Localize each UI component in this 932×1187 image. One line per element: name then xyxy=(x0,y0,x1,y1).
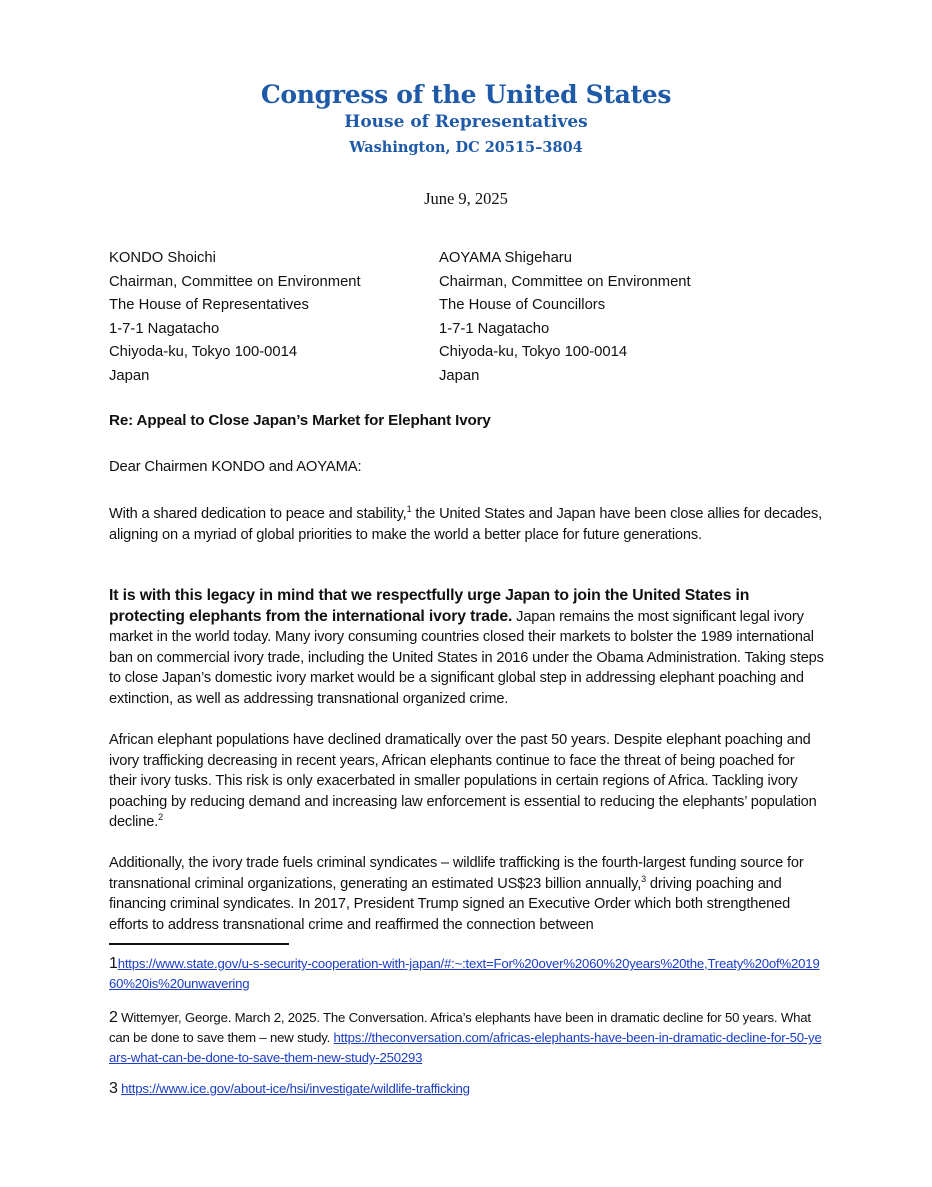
p3-text: African elephant populations have declined dramatically over the past 50 years. Despite elephant poaching and ivory trafficking decreasing in recent years, African elephants continue to face the threat of being poached for their ivory tusks. This risk is only exacerbated in smaller populations in certain regions of Africa. Tackling ivory poaching by reducing demand and increasing law enforcement is essential to reducing the elephants’ population decline. xyxy=(109,732,817,831)
paragraph-4 xyxy=(109,853,825,935)
p2-text: Japan remains the most significant legal ivory market in the world today. Many ivory consuming countries closed their markets to bolster the 1989 international ban on commercial ivory trade, including the United States in 2016 under the Obama Administration. Taking steps to close Japan’s domestic ivory market would be a significant global step in addressing elephant poaching and extinction, as well as addressing transnational organized crime. xyxy=(109,608,824,707)
paragraph-2 xyxy=(109,586,825,710)
letterhead-address: Washington, DC 20515–3804 xyxy=(349,139,583,156)
recipient-title: Chairman, Committee on Environment xyxy=(109,273,361,290)
p2-lead: It is with this legacy in mind that we respectfully urge Japan to join the United States in protecting elephants from the international ivory trade. xyxy=(109,587,750,625)
letterhead-title: Congress of the United States xyxy=(260,80,672,109)
recipient-address-1 xyxy=(109,247,361,389)
recipient-address-2 xyxy=(439,247,691,389)
letterhead-chamber: House of Representatives xyxy=(344,112,588,132)
salutation: Dear Chairmen KONDO and AOYAMA: xyxy=(109,459,362,475)
recipient-country: Japan xyxy=(439,367,480,384)
paragraph-3 xyxy=(109,730,825,833)
recipient-street: 1-7-1 Nagatacho xyxy=(439,320,550,337)
footnote-number: 3 xyxy=(109,1080,118,1097)
paragraph-1 xyxy=(109,504,825,545)
p4-text-cont: driving poaching and financing criminal syndicates. In 2017, President Trump signed an Executive Order which both strengthened efforts to address transnational crime and reaffirmed the connection between xyxy=(109,875,791,933)
p1-text-cont: the United States and Japan have been close allies for decades, aligning on a myriad of global priorities to make the world a better place for future generations. xyxy=(109,506,823,543)
footnote-text: Wittemyer, George. March 2, 2025. The Conversation. Africa’s elephants have been in dramatic decline for 50 years. What can be done to save them – new study. xyxy=(109,1010,811,1045)
p4-text: Additionally, the ivory trade fuels criminal syndicates – wildlife trafficking is the fourth-largest funding source for transnational criminal organizations, generating an estimated US$23 billion annually, xyxy=(109,855,804,892)
recipient-title: Chairman, Committee on Environment xyxy=(439,273,691,290)
recipient-house: The House of Councillors xyxy=(439,297,606,314)
letter-date: June 9, 2025 xyxy=(424,189,508,208)
recipient-house: The House of Representatives xyxy=(109,297,309,314)
recipient-city: Chiyoda-ku, Tokyo 100-0014 xyxy=(439,344,628,361)
footnote-number: 2 xyxy=(109,1009,118,1026)
footnote-divider xyxy=(109,943,289,945)
footnote-link[interactable]: https://www.ice.gov/about-ice/hsi/investigate/wildlife-trafficking xyxy=(121,1081,470,1096)
subject-line: Re: Appeal to Close Japan’s Market for Elephant Ivory xyxy=(109,412,491,429)
footnote-ref-1[interactable]: 1 xyxy=(406,504,412,514)
footnote-3 xyxy=(109,1079,825,1099)
recipient-name: KONDO Shoichi xyxy=(109,250,216,266)
recipient-country: Japan xyxy=(109,367,150,384)
p1-text: With a shared dedication to peace and stability, xyxy=(109,506,407,522)
footnote-link[interactable]: https://theconversation.com/africas-elephants-have-been-in-dramatic-decline-for-50-years-what-can-be-done-to-save-them-new-study-250293 xyxy=(109,1030,822,1065)
footnote-1 xyxy=(109,954,825,994)
footnote-link[interactable]: https://www.state.gov/u-s-security-cooperation-with-japan/#:~:text=For%20over%2060%20years%20the,Treaty%20of%201960%20is%20unwavering xyxy=(109,956,820,991)
recipient-name: AOYAMA Shigeharu xyxy=(439,250,572,266)
footnote-number: 1 xyxy=(109,955,118,972)
recipient-city: Chiyoda-ku, Tokyo 100-0014 xyxy=(109,344,298,361)
footnote-ref-2[interactable]: 2 xyxy=(158,812,163,823)
footnote-2 xyxy=(109,1008,825,1068)
recipient-street: 1-7-1 Nagatacho xyxy=(109,320,220,337)
footnote-ref-3[interactable]: 3 xyxy=(641,873,646,884)
